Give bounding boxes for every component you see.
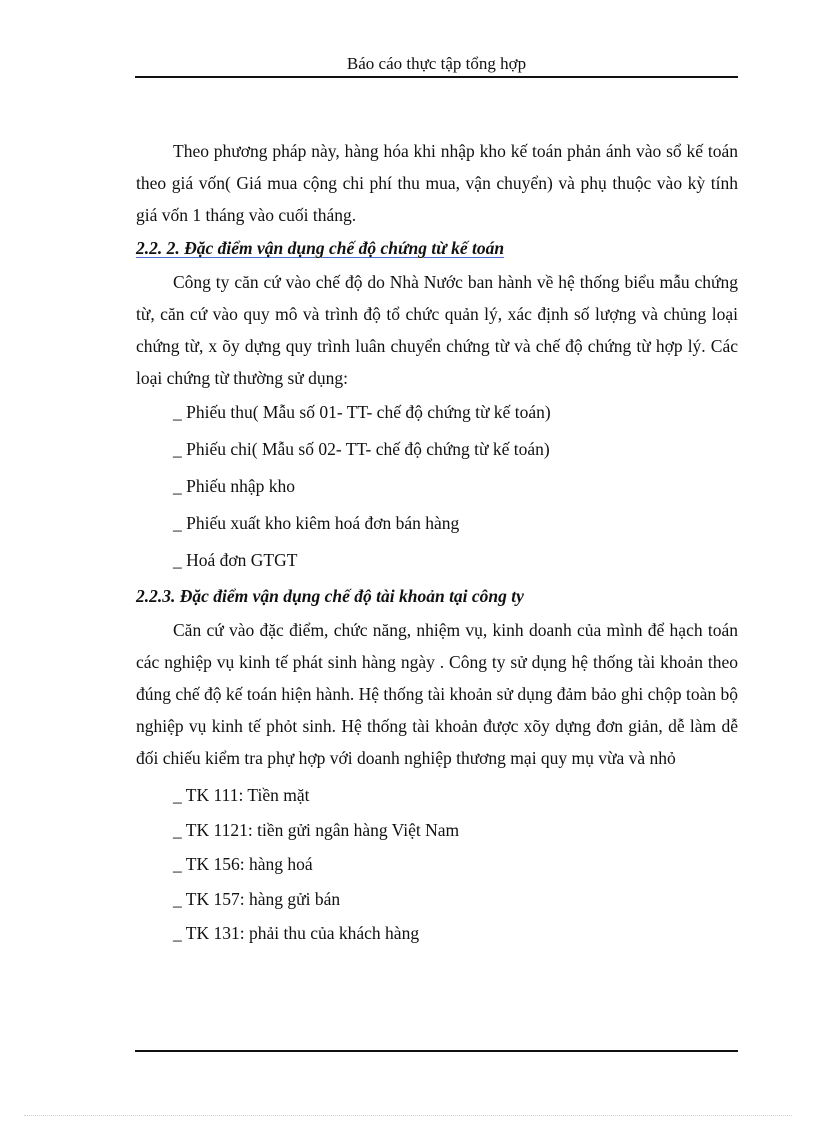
list-item-voucher: _ Hoá đơn GTGT	[173, 550, 298, 570]
header-rule	[135, 76, 738, 78]
list-item-voucher: _ Phiếu xuất kho kiêm hoá đơn bán hàng	[173, 513, 460, 533]
page-boundary-dotted-line	[24, 1115, 792, 1116]
paragraph-account-description: Căn cứ vào đặc điểm, chức năng, nhiệm vụ, kinh doanh của mình để hạch toán các nghiệp vụ kinh tế phát sinh hàng ngày . Công ty sử dụng hệ thống tài khoản theo đúng chế độ kế toán hiện hành. Hệ thống tài khoản sử dụng đảm bảo ghi chộp toàn bộ nghiệp vụ kinh tế phỏt sinh. Hệ thống tài khoản được xõy dựng đơn giản, dễ làm dễ đối chiếu kiểm tra phự hợp với doanh nghiệp thương mại quy mụ vừa và nhỏ	[136, 620, 738, 768]
list-item-voucher: _ Phiếu thu( Mẫu số 01- TT- chế độ chứng từ kế toán)	[173, 402, 551, 422]
section-heading-voucher-system	[136, 231, 738, 266]
list-item-account: _ TK 1121: tiền gửi ngân hàng Việt Nam	[173, 819, 460, 840]
paragraph-inventory-method: Theo phương pháp này, hàng hóa khi nhập kho kế toán phản ánh vào sổ kế toán theo giá vốn( Giá mua cộng chi phí thu mua, vận chuyển) và phụ thuộc vào kỳ tính giá vốn 1 tháng vào cuối tháng.	[136, 141, 738, 225]
page-header-title: Báo cáo thực tập tổng hợp	[346, 54, 527, 73]
paragraph-voucher-description: Công ty căn cứ vào chế độ do Nhà Nước ban hành về hệ thống biểu mẫu chứng từ, căn cứ vào quy mô và trình độ tổ chức quản lý, xác định số lượng và chủng loại chứng từ, x õy dựng quy trình luân chuyển chứng từ và chế độ chứng từ hợp lý. Các loại chứng từ thường sử dụng:	[136, 272, 738, 388]
list-item-voucher: _ Phiếu chi( Mẫu số 02- TT- chế độ chứng từ kế toán)	[173, 439, 550, 459]
list-item-account: _ TK 111: Tiền mặt	[173, 785, 310, 805]
list-item-account: _ TK 156: hàng hoá	[173, 854, 313, 874]
section-heading-voucher-system-text: 2.2. 2. Đặc điểm vận dụng chế độ chứng từ kế toán	[136, 238, 505, 258]
section-heading-account-system: 2.2.3. Đặc điểm vận dụng chế độ tài khoản tại công ty	[136, 586, 524, 606]
list-item-voucher: _ Phiếu nhập kho	[173, 476, 296, 496]
footer-rule	[135, 1050, 738, 1052]
document-body	[136, 135, 738, 951]
list-item-account: _ TK 131: phải thu của khách hàng	[173, 923, 420, 943]
list-item-account: _ TK 157: hàng gửi bán	[173, 888, 341, 909]
